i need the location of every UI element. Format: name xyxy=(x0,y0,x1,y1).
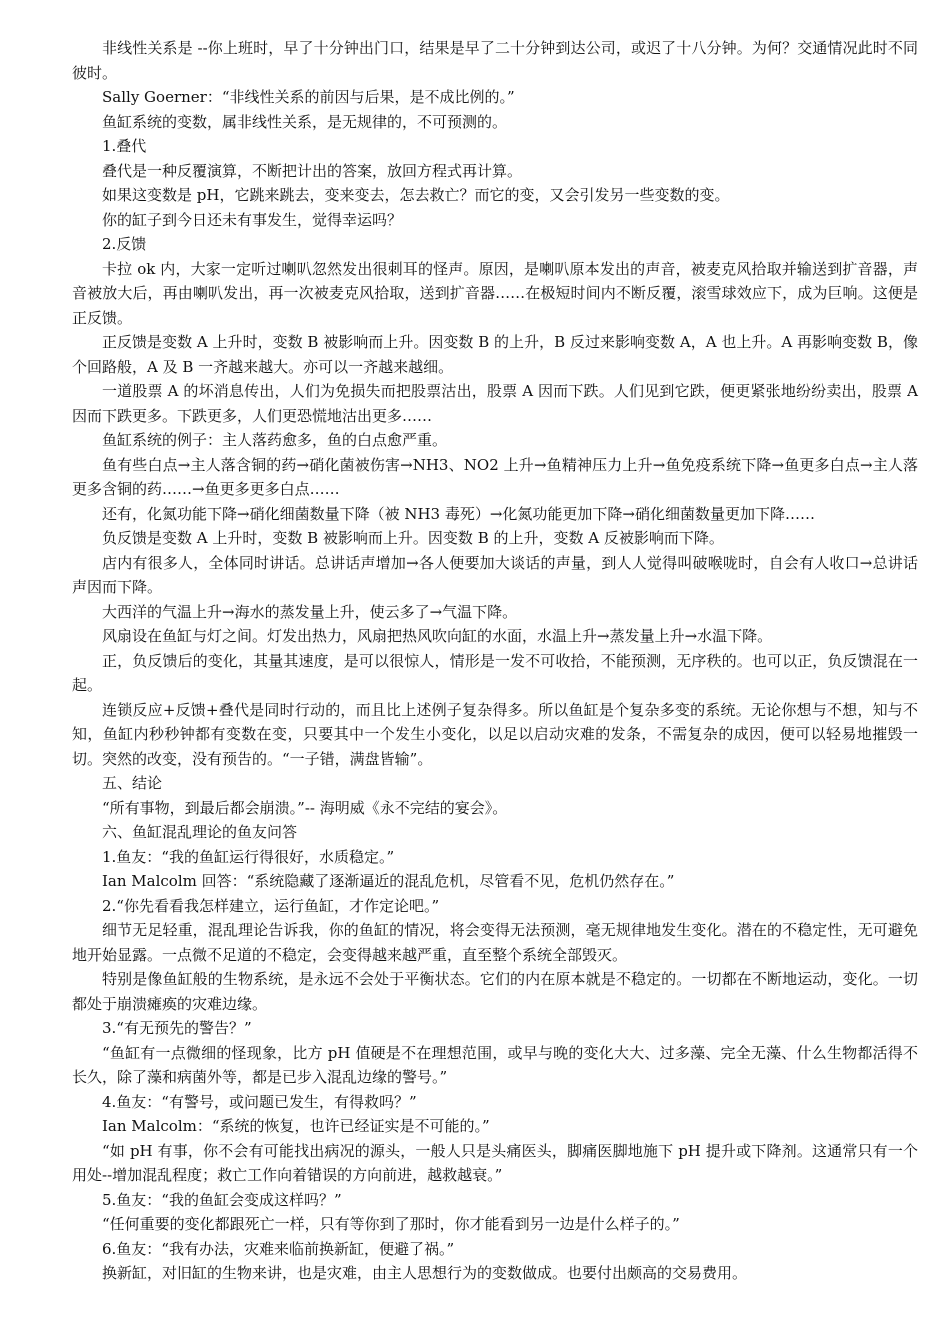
qa-item: Ian Malcolm：“系统的恢复，也许已经证实是不可能的。” xyxy=(102,1117,490,1135)
paragraph: 非线性关系是 --你上班时，早了十分钟出门口，结果是早了二十分钟到达公司，或迟了十八分钟。为何？交通情况此时不同彼时。 xyxy=(72,39,918,82)
quote: “所有事物，到最后都会崩溃。”-- 海明威《永不完结的宴会》。 xyxy=(102,798,508,817)
paragraph: 鱼缸系统的例子：主人落药愈多，鱼的白点愈严重。 xyxy=(102,431,448,449)
paragraph: 换新缸，对旧缸的生物来讲，也是灾难，由主人思想行为的变数做成。也要付出颇高的交易费用。 xyxy=(102,1264,748,1282)
qa-item: 1.鱼友：“我的鱼缸运行得很好，水质稳定。” xyxy=(102,847,395,866)
paragraph: 特别是像鱼缸般的生物系统，是永远不会处于平衡状态。它们的内在原本就是不稳定的。一切都在不断地运动，变化。一切都处于崩溃瘫痪的灾难边缘。 xyxy=(72,970,918,1013)
paragraph: “任何重要的变化都跟死亡一样，只有等你到了那时，你才能看到另一边是什么样子的。” xyxy=(102,1215,680,1233)
paragraph: 一道股票 A 的坏消息传出，人们为免损失而把股票沽出，股票 A 因而下跌。人们见到它跌，便更紧张地纷纷卖出，股票 A 因而下跌更多。下跌更多，人们更恐慌地沽出更多…… xyxy=(72,382,918,425)
qa-item: Ian Malcolm 回答：“系统隐藏了逐渐逼近的混乱危机，尽管看不见，危机仍然存在。” xyxy=(102,872,675,890)
paragraph: 正反馈是变数 A 上升时，变数 B 被影响而上升。因变数 B 的上升，B 反过来影响变数 A，A 也上升。A 再影响变数 B，像个回路般，A 及 B 一齐越来越大。亦可以一齐越来越细。 xyxy=(72,333,918,376)
section-heading: 五、结论 xyxy=(102,774,163,792)
paragraph: “鱼缸有一点微细的怪现象，比方 pH 值硬是不在理想范围，或早与晚的变化大大、过多藻、完全无藻、什么生物都活得不长久，除了藻和病菌外等，都是已步入混乱边缘的警号。” xyxy=(72,1043,918,1086)
paragraph: 如果这变数是 pH，它跳来跳去，变来变去，怎去救亡？而它的变，又会引发另一些变数的变。 xyxy=(102,186,730,204)
section-heading: 2.反馈 xyxy=(102,235,147,253)
paragraph: 负反馈是变数 A 上升时，变数 B 被影响而上升。因变数 B 的上升，变数 A 反被影响而下降。 xyxy=(102,529,724,547)
paragraph: 正，负反馈后的变化，其量其速度，是可以很惊人，情形是一发不可收拾，不能预测，无序秩的。也可以正，负反馈混在一起。 xyxy=(72,651,918,694)
paragraph: “如 pH 有事，你不会有可能找出病况的源头，一般人只是头痛医头，脚痛医脚地施下 pH 提升或下降剂。这通常只有一个用处--增加混乱程度；救亡工作向着错误的方向前进，越救越衰。” xyxy=(72,1141,918,1184)
section-heading: 1.叠代 xyxy=(102,137,147,155)
paragraph: 鱼缸系统的变数，属非线性关系，是无规律的，不可预测的。 xyxy=(102,112,508,131)
paragraph: 细节无足轻重，混乱理论告诉我，你的鱼缸的情况，将会变得无法预测，毫无规律地发生变化。潜在的不稳定性，无可避免地开始显露。一点微不足道的不稳定，会变得越来越严重，直至整个系统全部毁灭。 xyxy=(72,921,918,964)
paragraph: Sally Goerner：“非线性关系的前因与后果，是不成比例的。” xyxy=(102,88,515,106)
paragraph: 叠代是一种反覆演算，不断把计出的答案，放回方程式再计算。 xyxy=(102,161,523,180)
qa-item: 3.“有无预先的警告？” xyxy=(102,1019,252,1037)
paragraph: 卡拉 ok 内，大家一定听过喇叭忽然发出很刺耳的怪声。原因，是喇叭原本发出的声音，被麦克风拾取并输送到扩音器，声音被放大后，再由喇叭发出，再一次被麦克风拾取，送到扩音器……在极短时间内不断反覆，滚雪球效应下，成为巨响。这便是正反馈。 xyxy=(72,259,918,327)
paragraph: 连锁反应+反馈+叠代是同时行动的，而且比上述例子复杂得多。所以鱼缸是个复杂多变的系统。无论你想与不想，知与不知，鱼缸内秒秒钟都有变数在变，只要其中一个发生小变化，以足以启动灾难的发条，不需复杂的成因，便可以轻易地摧毁一切。突然的改变，没有预告的。“一子错，满盘皆输”。 xyxy=(72,700,918,768)
paragraph: 大西洋的气温上升→海水的蒸发量上升，使云多了→气温下降。 xyxy=(102,602,518,621)
paragraph: 店内有很多人，全体同时讲话。总讲话声增加→各人便要加大谈话的声量，到人人觉得叫破喉咙时，自会有人收口→总讲话声因而下降。 xyxy=(72,553,918,596)
paragraph: 风扇设在鱼缸与灯之间。灯发出热力，风扇把热风吹向缸的水面，水温上升→蒸发量上升→水温下降。 xyxy=(102,627,773,645)
paragraph: 鱼有些白点→主人落含铜的药→硝化菌被伤害→NH3、NO2 上升→鱼精神压力上升→鱼免疫系统下降→鱼更多白点→主人落更多含铜的药……→鱼更多更多白点…… xyxy=(72,455,918,498)
qa-item: 4.鱼友：“有警号，或问题已发生，有得救吗？” xyxy=(102,1092,417,1111)
section-heading: 六、鱼缸混乱理论的鱼友问答 xyxy=(102,823,298,841)
paragraph: 还有，化氮功能下降→硝化细菌数量下降（被 NH3 毒死）→化氮功能更加下降→硝化细菌数量更加下降…… xyxy=(102,504,815,523)
qa-item: 6.鱼友：“我有办法，灾难来临前换新缸，便避了祸。” xyxy=(102,1239,455,1258)
qa-item: 2.“你先看看我怎样建立，运行鱼缸，才作定论吧。” xyxy=(102,896,440,915)
paragraph: 你的缸子到今日还未有事发生，觉得幸运吗？ xyxy=(102,210,403,229)
qa-item: 5.鱼友：“我的鱼缸会变成这样吗？” xyxy=(102,1190,342,1209)
document-page xyxy=(72,36,918,1286)
